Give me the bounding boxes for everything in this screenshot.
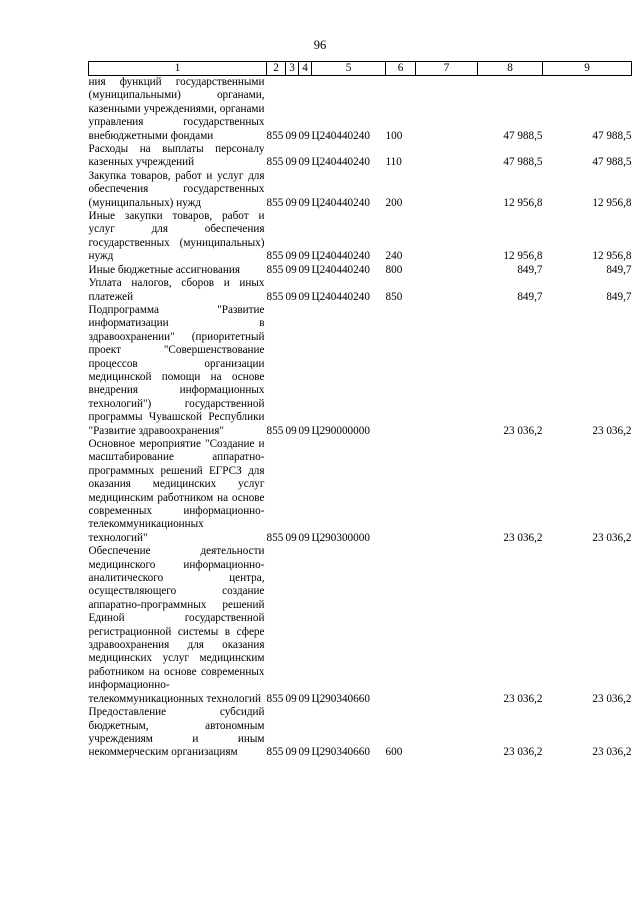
section-code: 09 [285,531,297,544]
subsection-code: 09 [298,156,310,169]
expense-type [386,304,416,438]
column-7-value [416,143,478,170]
expense-type: 200 [385,196,403,209]
amount-col8: 12 956,8 [503,196,543,209]
amount-col9: 849,7 [606,263,632,276]
row-name: Основное мероприятие "Создание и масштабирование аппаратно-программных решений ЕГРСЗ для оказания медицинских услуг медицинским работником на основе современных информационно-телекоммуникационных технологий" [88,437,265,544]
section-code: 09 [285,263,297,276]
expense-type: 240 [385,250,403,263]
admin-code: 855 [266,692,284,705]
page-number: 96 [313,38,327,52]
amount-col8: 23 036,2 [503,746,543,759]
table-row [89,264,632,277]
table-row [89,438,632,545]
row-name: Закупка товаров, работ и услуг для обеспечения государственных (муниципальных) нужд [88,169,265,209]
table-row [89,706,632,760]
amount-col9: 23 036,2 [592,692,632,705]
table-header-row [89,62,632,76]
amount-col9: 47 988,5 [592,156,632,169]
expense-type: 110 [385,156,402,169]
admin-code: 855 [266,746,284,759]
subsection-code: 09 [298,424,310,437]
subsection-code: 09 [298,250,310,263]
section-code: 09 [285,250,297,263]
target-article: Ц240440240 [311,129,370,142]
admin-code: 855 [266,263,284,276]
admin-code: 855 [266,156,284,169]
target-article: Ц290300000 [311,531,370,544]
admin-code: 855 [266,290,284,303]
column-header: 9 [543,62,632,76]
admin-code: 855 [266,531,284,544]
amount-col9: 23 036,2 [592,746,632,759]
row-name: Расходы на выплаты персоналу казенных учреждений [88,143,265,169]
column-header: 3 [286,62,299,76]
column-7-value [416,170,478,210]
expense-type: 800 [385,263,403,276]
section-code: 09 [285,129,297,142]
target-article: Ц290000000 [311,424,370,437]
amount-col8: 12 956,8 [503,250,543,263]
amount-col8: 47 988,5 [503,156,543,169]
expense-type: 100 [385,129,403,142]
row-name: Предоставление субсидий бюджетным, автономным учреждениям и иным некоммерческим организациям [88,706,265,759]
column-7-value [416,438,478,545]
column-header: 6 [386,62,416,76]
section-code: 09 [285,692,297,705]
target-article: Ц240440240 [311,263,370,276]
table-row [89,545,632,706]
target-article: Ц240440240 [311,290,370,303]
column-7-value [416,76,478,144]
column-7-value [416,264,478,277]
column-header: 5 [312,62,386,76]
table-row [89,143,632,170]
column-header: 8 [478,62,543,76]
row-name: ния функций государственными (муниципальными) органами, казенными учреждениями, органами управления государственных внебюджетными фондами [88,76,265,142]
amount-col9: 47 988,5 [592,129,632,142]
section-code: 09 [285,156,297,169]
row-name: Уплата налогов, сборов и иных платежей [88,277,265,303]
column-7-value [416,545,478,706]
subsection-code: 09 [298,290,310,303]
target-article: Ц240440240 [311,156,370,169]
subsection-code: 09 [298,746,310,759]
section-code: 09 [285,196,297,209]
column-header: 4 [299,62,312,76]
table-row [89,210,632,264]
admin-code: 855 [266,196,284,209]
section-code: 09 [285,746,297,759]
column-header: 7 [416,62,478,76]
subsection-code: 09 [298,129,310,142]
expense-type [386,545,416,706]
column-header: 2 [267,62,286,76]
row-name: Иные бюджетные ассигнования [88,263,240,276]
table-row [89,304,632,438]
expense-type [386,438,416,545]
expense-type: 600 [385,746,403,759]
amount-col9: 23 036,2 [592,531,632,544]
expense-type: 850 [385,290,403,303]
amount-col8: 23 036,2 [503,531,543,544]
amount-col8: 849,7 [517,263,543,276]
section-code: 09 [285,290,297,303]
target-article: Ц240440240 [311,250,370,263]
row-name: Подпрограмма "Развитие информатизации в здравоохранении" (приоритетный проект "Совершенствование процессов организации медицинской помощи на основе внедрения информационных технологий") государственной программы Чувашской Республики "Развитие здравоохранения" [88,303,265,437]
amount-col9: 849,7 [606,290,632,303]
amount-col8: 23 036,2 [503,424,543,437]
admin-code: 855 [266,424,284,437]
subsection-code: 09 [298,263,310,276]
subsection-code: 09 [298,531,310,544]
column-header: 1 [89,62,267,76]
column-7-value [416,277,478,304]
column-7-value [416,706,478,760]
target-article: Ц240440240 [311,196,370,209]
amount-col8: 23 036,2 [503,692,543,705]
row-name: Иные закупки товаров, работ и услуг для обеспечения государственных (муниципальных) нужд [88,210,265,263]
column-7-value [416,304,478,438]
target-article: Ц290340660 [311,692,370,705]
budget-table [88,61,632,760]
amount-col8: 47 988,5 [503,129,543,142]
table-row [89,76,632,144]
subsection-code: 09 [298,196,310,209]
section-code: 09 [285,424,297,437]
subsection-code: 09 [298,692,310,705]
amount-col9: 12 956,8 [592,250,632,263]
table-row [89,277,632,304]
admin-code: 855 [266,250,284,263]
admin-code: 855 [266,129,284,142]
column-7-value [416,210,478,264]
amount-col9: 23 036,2 [592,424,632,437]
target-article: Ц290340660 [311,746,370,759]
amount-col8: 849,7 [517,290,543,303]
row-name: Обеспечение деятельности медицинского информационно-аналитического центра, осуществляющего создание аппаратно-программных решений Единой государственной регистрационной системы в сфере здравоохранения для оказания медицинских услуг медицинским работником на основе современных информационно-телекоммуникационных технологий [88,545,265,705]
amount-col9: 12 956,8 [592,196,632,209]
table-row [89,170,632,210]
